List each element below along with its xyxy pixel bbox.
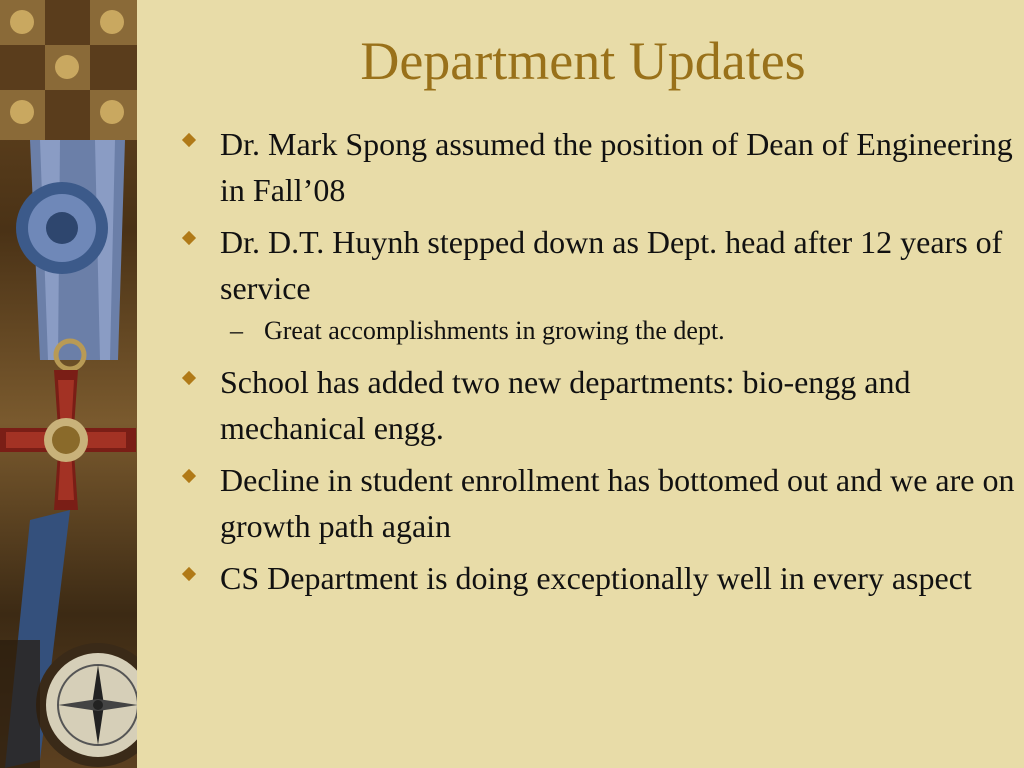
bullet-item: [182, 457, 1018, 549]
slide-title: Department Updates: [360, 31, 806, 91]
sub-bullet-item: [182, 313, 1018, 349]
dash-bullet: –: [230, 316, 243, 345]
bullet-text: Dr. Mark Spong assumed the position of Dean of Engineering in Fall’08: [220, 126, 1013, 208]
bullet-list: [182, 121, 1018, 607]
bullet-item: [182, 121, 1018, 213]
diamond-bullet-icon: [182, 133, 196, 147]
bullet-text: School has added two new departments: bio-engg and mechanical engg.: [220, 364, 911, 446]
decorative-medal-image: [0, 0, 137, 768]
bullet-text: Dr. D.T. Huynh stepped down as Dept. head after 12 years of service: [220, 224, 1003, 306]
sub-bullet-text: Great accomplishments in growing the dept.: [264, 316, 725, 345]
bullet-text: CS Department is doing exceptionally well in every aspect: [220, 560, 972, 596]
bullet-item: [182, 359, 1018, 451]
diamond-bullet-icon: [182, 567, 196, 581]
bullet-text: Decline in student enrollment has bottomed out and we are on growth path again: [220, 462, 1015, 544]
bullet-item: [182, 555, 1018, 601]
medal-illustration: [0, 0, 137, 768]
diamond-bullet-icon: [182, 371, 196, 385]
diamond-bullet-icon: [182, 469, 196, 483]
bullet-item: [182, 219, 1018, 311]
diamond-bullet-icon: [182, 231, 196, 245]
